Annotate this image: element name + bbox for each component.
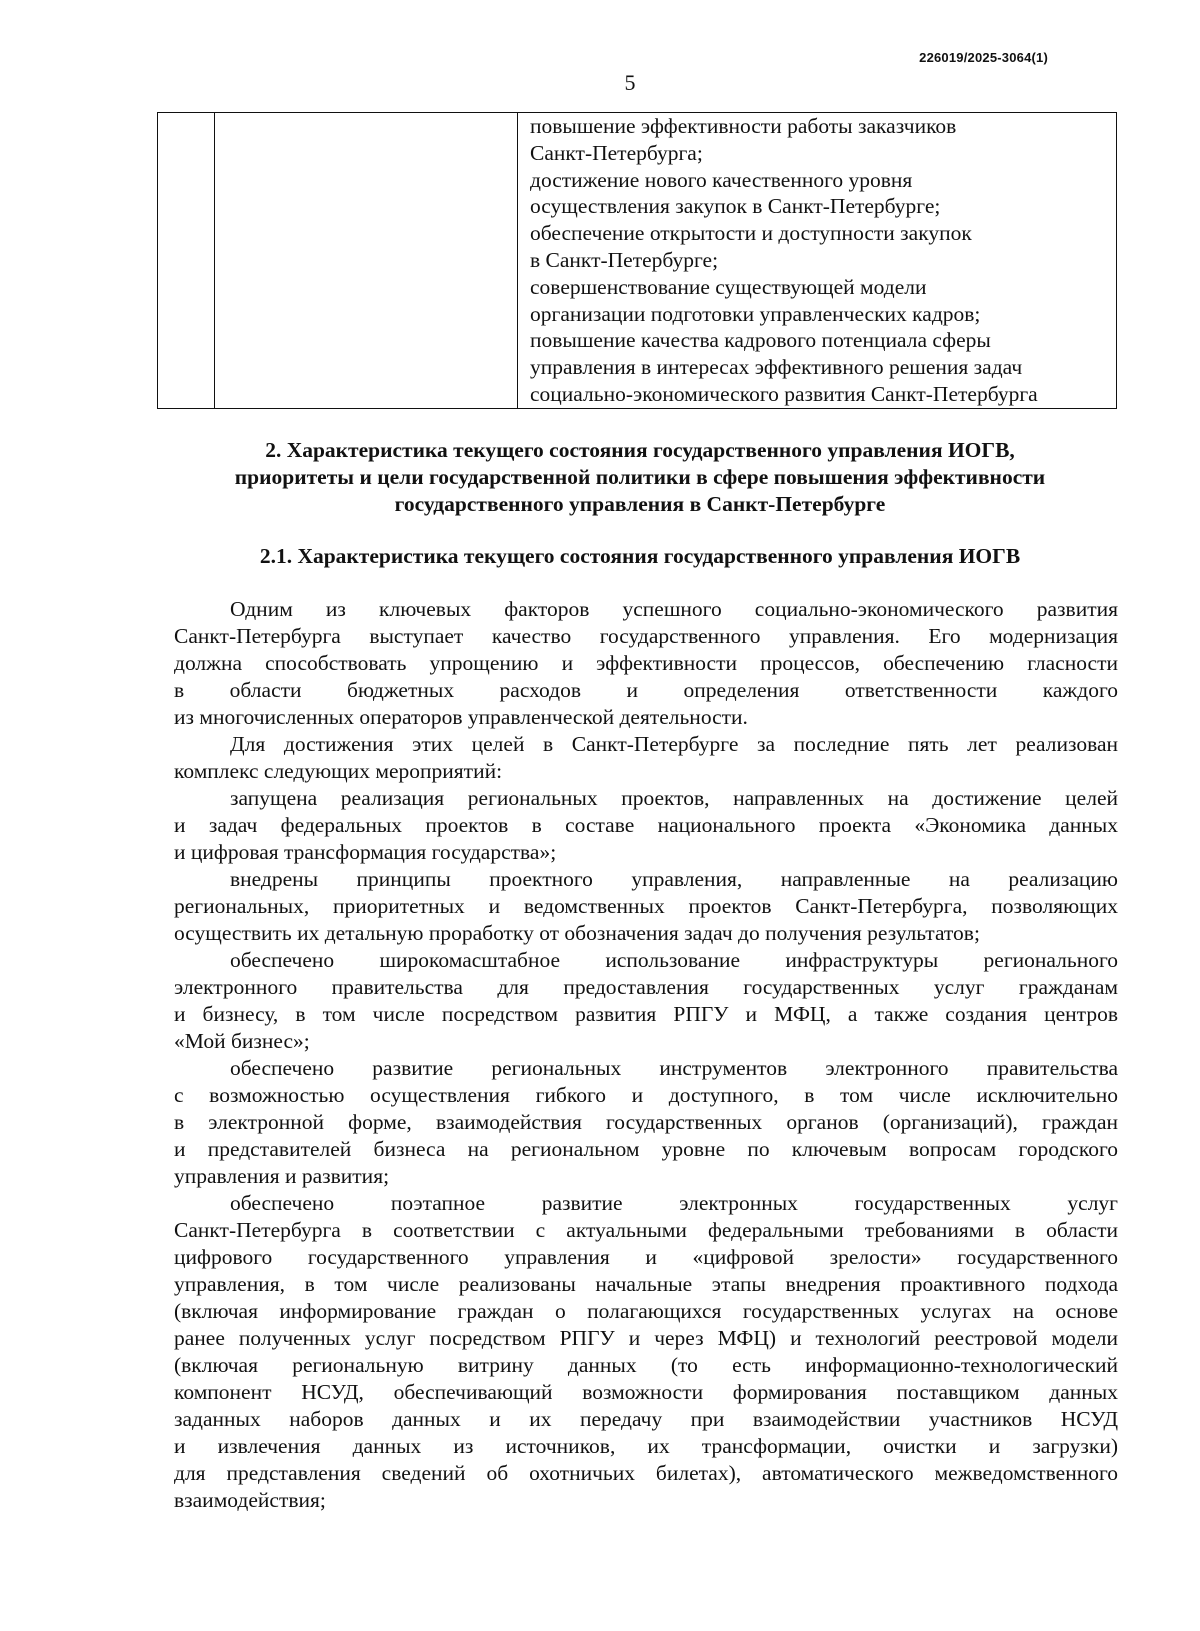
text-line: «Мой бизнес»;	[174, 1029, 310, 1053]
section-2-title-line: приоритеты и цели государственной политики в сфере повышения эффективности	[234, 465, 1046, 489]
goal-line: управления в интересах эффективного решения задач	[530, 355, 1023, 380]
goal-line: Санкт-Петербурга;	[530, 140, 703, 165]
text-line: с возможностью осуществления гибкого и доступного, в том числе исключительно	[174, 1083, 1118, 1107]
goal-line: осуществления закупок в Санкт-Петербурге;	[530, 194, 941, 219]
text-line: и цифровая трансформация государства»;	[174, 840, 557, 864]
text-line: (включая региональную витрину данных (то есть информационно-технологический	[174, 1353, 1118, 1377]
section-2-1-title: 2.1. Характеристика текущего состояния государственного управления ИОГВ	[259, 544, 1021, 568]
goal-line: организации подготовки управленческих кадров;	[530, 301, 981, 326]
text-line: Санкт-Петербурга выступает качество государственного управления. Его модернизация	[174, 624, 1118, 648]
text-line: электронного правительства для предоставления государственных услуг гражданам	[174, 975, 1118, 999]
text-line: компонент НСУД, обеспечивающий возможности формирования поставщиком данных	[174, 1380, 1118, 1404]
table-cell-label	[215, 113, 518, 409]
goal-line: повышение качества кадрового потенциала сферы	[530, 328, 991, 353]
document-id: 226019/2025-3064(1)	[919, 50, 1048, 65]
text-line: и представителей бизнеса на региональном уровне по ключевым вопросам городского	[174, 1137, 1118, 1161]
goal-line: совершенствование существующей модели	[530, 274, 927, 299]
table-row	[158, 113, 1117, 409]
text-line: Для достижения этих целей в Санкт-Петербурге за последние пять лет реализован	[230, 732, 1118, 756]
text-line: (включая информирование граждан о полагающихся государственных услугах на основе	[174, 1299, 1118, 1323]
table-cell-number	[158, 113, 215, 409]
goal-line: социально-экономического развития Санкт-Петербурга	[530, 381, 1038, 406]
text-line: и извлечения данных из источников, их трансформации, очистки и загрузки)	[174, 1434, 1118, 1458]
text-line: в области бюджетных расходов и определения ответственности каждого	[174, 678, 1118, 702]
body-text	[174, 596, 1118, 1514]
text-line: Одним из ключевых факторов успешного социально-экономического развития	[230, 597, 1118, 621]
text-line: в электронной форме, взаимодействия государственных органов (организаций), граждан	[174, 1110, 1118, 1134]
text-line: запущена реализация региональных проектов, направленных на достижение целей	[230, 786, 1118, 810]
text-line: управления и развития;	[174, 1164, 390, 1188]
text-line: осуществить их детальную проработку от обозначения задач до получения результатов;	[174, 921, 980, 945]
table-cell-goals	[518, 113, 1117, 409]
text-line: взаимодействия;	[174, 1488, 326, 1512]
goal-line: повышение эффективности работы заказчиков	[530, 114, 957, 138]
text-line: заданных наборов данных и их передачу при взаимодействии участников НСУД	[174, 1407, 1118, 1431]
text-line: региональных, приоритетных и ведомственных проектов Санкт-Петербурга, позволяющих	[174, 894, 1118, 918]
page-number: 5	[624, 70, 636, 95]
text-line: цифрового государственного управления и «цифровой зрелости» государственного	[174, 1245, 1118, 1269]
text-line: и задач федеральных проектов в составе национального проекта «Экономика данных	[174, 813, 1118, 837]
text-line: должна способствовать упрощению и эффективности процессов, обеспечению гласности	[174, 651, 1118, 675]
section-2-title-line: 2. Характеристика текущего состояния государственного управления ИОГВ,	[265, 438, 1015, 462]
goal-line: достижение нового качественного уровня	[530, 167, 913, 192]
text-line: и бизнесу, в том числе посредством развития РПГУ и МФЦ, а также создания центров	[174, 1002, 1118, 1026]
text-line: обеспечено развитие региональных инструментов электронного правительства	[230, 1056, 1118, 1080]
text-line: комплекс следующих мероприятий:	[174, 759, 503, 783]
text-line: из многочисленных операторов управленческой деятельности.	[174, 705, 748, 729]
text-line: Санкт-Петербурга в соответствии с актуальными федеральными требованиями в области	[174, 1218, 1118, 1242]
text-line: управления, в том числе реализованы начальные этапы внедрения проактивного подхода	[174, 1272, 1118, 1296]
goals-table	[157, 112, 1117, 409]
text-line: для представления сведений об охотничьих билетах), автоматического межведомственного	[174, 1461, 1118, 1485]
section-2-title	[160, 437, 1120, 518]
text-line: обеспечено широкомасштабное использование инфраструктуры регионального	[230, 948, 1118, 972]
goal-line: в Санкт-Петербурге;	[530, 247, 719, 272]
text-line: ранее полученных услуг посредством РПГУ и через МФЦ) и технологий реестровой модели	[174, 1326, 1118, 1350]
text-line: внедрены принципы проектного управления, направленные на реализацию	[230, 867, 1118, 891]
text-line: обеспечено поэтапное развитие электронных государственных услуг	[230, 1191, 1118, 1215]
section-2-title-line: государственного управления в Санкт-Петербурге	[394, 492, 886, 516]
goal-line: обеспечение открытости и доступности закупок	[530, 221, 972, 246]
